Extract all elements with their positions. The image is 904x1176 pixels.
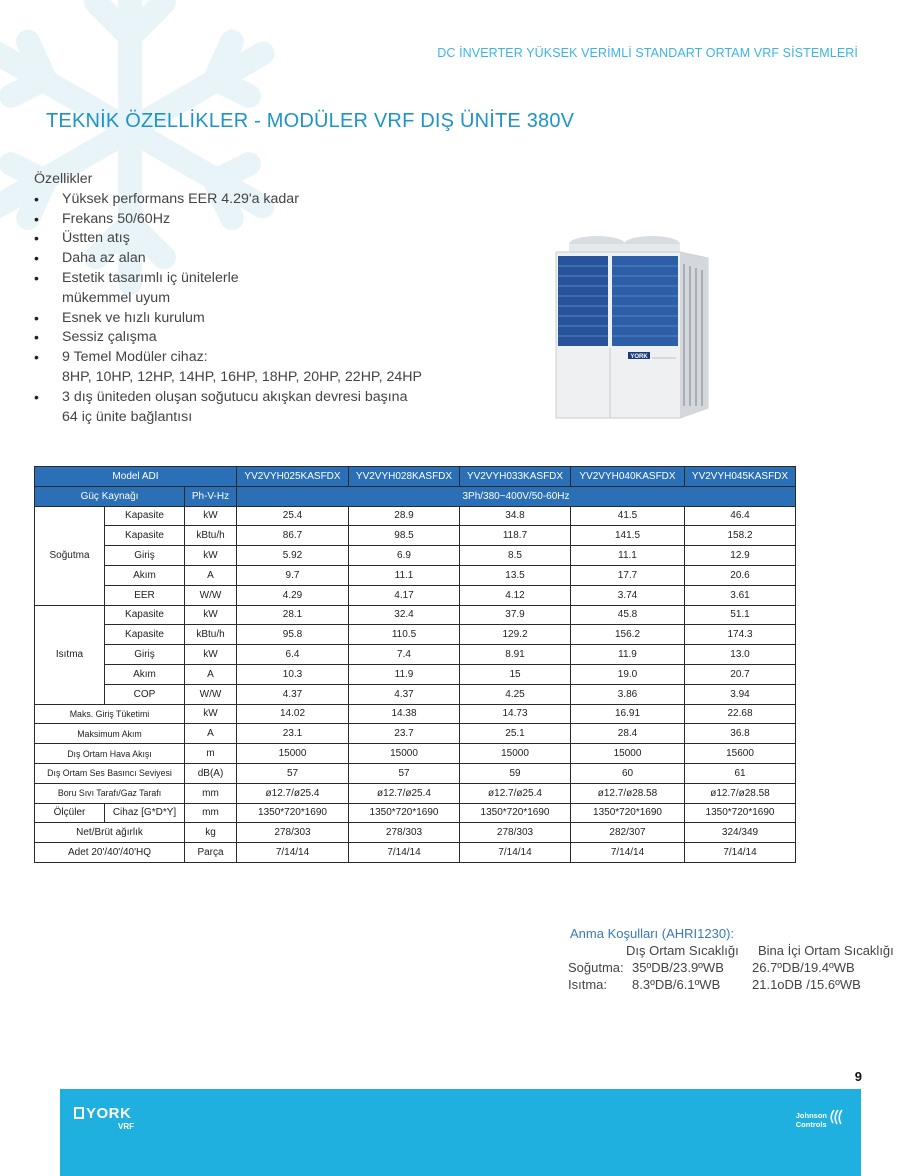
- feature-item: [34, 249, 504, 269]
- feature-item: [34, 210, 504, 230]
- power-label-cell: Güç Kaynağı: [35, 486, 185, 506]
- value-cell: 141.5: [571, 526, 685, 546]
- value-cell: 11.9: [571, 645, 685, 665]
- value-cell: 282/307: [571, 823, 685, 843]
- feature-item: [34, 348, 504, 388]
- value-cell: 129.2: [460, 625, 571, 645]
- unit-cell: kBtu/h: [185, 526, 237, 546]
- row-label-cell: Akım: [105, 664, 185, 684]
- value-cell: 46.4: [685, 506, 796, 526]
- value-cell: 158.2: [685, 526, 796, 546]
- value-cell: 14.73: [460, 704, 571, 724]
- spec-table: [34, 466, 796, 863]
- value-cell: 4.12: [460, 585, 571, 605]
- row-label-cell: Kapasite: [105, 526, 185, 546]
- page-title: TEKNİK ÖZELLİKLER - MODÜLER VRF DIŞ ÜNİTE 380V: [46, 110, 575, 132]
- york-logo-icon: [74, 1107, 84, 1119]
- features-list: [34, 190, 504, 428]
- value-cell: 278/303: [460, 823, 571, 843]
- conditions-heating-outdoor: 8.3ºDB/6.1ºWB: [632, 977, 721, 992]
- value-cell: 98.5: [349, 526, 460, 546]
- table-row: [35, 843, 796, 863]
- value-cell: 7.4: [349, 645, 460, 665]
- model-header-cell: YV2VYH025KASFDX: [237, 467, 349, 487]
- table-row: [35, 546, 796, 566]
- value-cell: 28.9: [349, 506, 460, 526]
- unit-cell: kW: [185, 605, 237, 625]
- value-cell: 34.8: [460, 506, 571, 526]
- value-cell: 3.74: [571, 585, 685, 605]
- feature-text: Esnek ve hızlı kurulum: [62, 309, 205, 326]
- table-row: [35, 585, 796, 605]
- value-cell: 7/14/14: [237, 843, 349, 863]
- value-cell: 15000: [349, 744, 460, 764]
- row-label-cell: Maksimum Akım: [35, 724, 185, 744]
- value-cell: 11.1: [571, 546, 685, 566]
- row-label-cell: Giriş: [105, 546, 185, 566]
- value-cell: 23.1: [237, 724, 349, 744]
- conditions-col-indoor: Bina İçi Ortam Sıcaklığı: [757, 943, 894, 958]
- model-label-cell: Model ADI: [35, 467, 237, 487]
- value-cell: 22.68: [685, 704, 796, 724]
- value-cell: 9.7: [237, 565, 349, 585]
- row-label-cell: Dış Ortam Hava Akışı: [35, 744, 185, 764]
- value-cell: 15600: [685, 744, 796, 764]
- table-row: [35, 823, 796, 843]
- value-cell: 1350*720*1690: [685, 803, 796, 823]
- bullet-icon: •: [34, 230, 39, 247]
- unit-cell: m: [185, 744, 237, 764]
- bullet-icon: •: [34, 388, 39, 405]
- footer-brand-sub: VRF: [118, 1122, 134, 1131]
- unit-cell: kW: [185, 645, 237, 665]
- york-logo: [74, 1105, 131, 1122]
- value-cell: 4.29: [237, 585, 349, 605]
- table-row: [35, 565, 796, 585]
- page-number: 9: [854, 1069, 862, 1084]
- table-row: [35, 744, 796, 764]
- model-header-cell: YV2VYH040KASFDX: [571, 467, 685, 487]
- value-cell: 156.2: [571, 625, 685, 645]
- value-cell: 7/14/14: [571, 843, 685, 863]
- feature-text: Yüksek performans EER 4.29'a kadar: [62, 190, 299, 207]
- feature-text: Frekans 50/60Hz: [62, 210, 171, 227]
- unit-cell: kg: [185, 823, 237, 843]
- table-row: [35, 684, 796, 704]
- unit-cell: kW: [185, 704, 237, 724]
- row-label-cell: Akım: [105, 565, 185, 585]
- value-cell: 15000: [460, 744, 571, 764]
- value-cell: 25.4: [237, 506, 349, 526]
- value-cell: ø12.7/ø28.58: [685, 783, 796, 803]
- table-row: [35, 506, 796, 526]
- table-row: [35, 625, 796, 645]
- table-row: [35, 783, 796, 803]
- feature-item: [34, 328, 504, 348]
- feature-item: [34, 269, 504, 309]
- table-row: [35, 664, 796, 684]
- value-cell: 10.3: [237, 664, 349, 684]
- value-cell: 278/303: [349, 823, 460, 843]
- footer-brand: YORK: [86, 1105, 132, 1122]
- table-row: [35, 724, 796, 744]
- unit-cell: A: [185, 724, 237, 744]
- value-cell: 4.25: [460, 684, 571, 704]
- row-label-cell: Maks. Giriş Tüketimi: [35, 704, 185, 724]
- unit-cell: mm: [185, 783, 237, 803]
- row-label-cell: Dış Ortam Ses Basıncı Seviyesi: [35, 763, 185, 783]
- value-cell: 278/303: [237, 823, 349, 843]
- value-cell: 17.7: [571, 565, 685, 585]
- value-cell: 23.7: [349, 724, 460, 744]
- row-label-cell: Giriş: [105, 645, 185, 665]
- row-label-cell: Kapasite: [105, 506, 185, 526]
- value-cell: 20.6: [685, 565, 796, 585]
- feature-item: [34, 309, 504, 329]
- rating-conditions: [570, 925, 894, 993]
- value-cell: 16.91: [571, 704, 685, 724]
- unit-cell: kW: [185, 506, 237, 526]
- partner-line2: Controls: [795, 1120, 827, 1129]
- model-header-cell: YV2VYH045KASFDX: [685, 467, 796, 487]
- feature-text: 64 iç ünite bağlantısı: [62, 408, 193, 425]
- value-cell: 14.02: [237, 704, 349, 724]
- value-cell: 5.92: [237, 546, 349, 566]
- table-row: [35, 645, 796, 665]
- row-label-cell: Net/Brüt ağırlık: [35, 823, 185, 843]
- feature-item: [34, 229, 504, 249]
- bullet-icon: •: [34, 190, 39, 207]
- value-cell: 60: [571, 763, 685, 783]
- dimensions-label-cell: Ölçüler: [35, 803, 105, 823]
- value-cell: 15: [460, 664, 571, 684]
- unit-cell: mm: [185, 803, 237, 823]
- row-label-cell: Adet 20'/40'/40'HQ: [35, 843, 185, 863]
- row-label-cell: EER: [105, 585, 185, 605]
- value-cell: 95.8: [237, 625, 349, 645]
- row-label-cell: Boru Sıvı Tarafı/Gaz Tarafı: [35, 783, 185, 803]
- value-cell: 6.4: [237, 645, 349, 665]
- value-cell: 28.1: [237, 605, 349, 625]
- conditions-title: Anma Koşulları (AHRI1230):: [570, 926, 735, 941]
- value-cell: 13.5: [460, 565, 571, 585]
- unit-cell: W/W: [185, 684, 237, 704]
- features-section: [34, 170, 504, 427]
- table-row: [35, 803, 796, 823]
- row-label-cell: Kapasite: [105, 625, 185, 645]
- bullet-icon: •: [34, 329, 39, 346]
- feature-text: Üstten atış: [62, 230, 130, 247]
- value-cell: 8.91: [460, 645, 571, 665]
- feature-text: Estetik tasarımlı iç ünitelerle: [62, 269, 239, 286]
- row-label-cell: Kapasite: [105, 605, 185, 625]
- value-cell: 12.9: [685, 546, 796, 566]
- unit-cell: W/W: [185, 585, 237, 605]
- unit-cell: kW: [185, 546, 237, 566]
- bullet-icon: •: [34, 349, 39, 366]
- value-cell: 174.3: [685, 625, 796, 645]
- feature-text: Daha az alan: [62, 250, 146, 267]
- conditions-cooling-label: Soğutma:: [568, 960, 624, 975]
- value-cell: ø12.7/ø28.58: [571, 783, 685, 803]
- value-cell: 57: [237, 763, 349, 783]
- table-row: [35, 486, 796, 506]
- unit-cell: Parça: [185, 843, 237, 863]
- value-cell: 15000: [237, 744, 349, 764]
- feature-text: 8HP, 10HP, 12HP, 14HP, 16HP, 18HP, 20HP, 22HP, 24HP: [62, 368, 422, 385]
- bullet-icon: •: [34, 250, 39, 267]
- unit-cell: dB(A): [185, 763, 237, 783]
- value-cell: 25.1: [460, 724, 571, 744]
- feature-text: mükemmel uyum: [62, 289, 171, 306]
- feature-text: Sessiz çalışma: [62, 329, 157, 346]
- value-cell: 45.8: [571, 605, 685, 625]
- features-heading: Özellikler: [34, 171, 93, 187]
- dimensions-sublabel-cell: Cihaz [G*D*Y]: [105, 803, 185, 823]
- value-cell: 3.61: [685, 585, 796, 605]
- feature-text: 3 dış üniteden oluşan soğutucu akışkan devresi başına: [62, 388, 408, 405]
- conditions-cooling-outdoor: 35ºDB/23.9ºWB: [632, 960, 724, 975]
- value-cell: 61: [685, 763, 796, 783]
- model-header-cell: YV2VYH033KASFDX: [460, 467, 571, 487]
- value-cell: 6.9: [349, 546, 460, 566]
- value-cell: 7/14/14: [349, 843, 460, 863]
- feature-text: 9 Temel Modüler cihaz:: [62, 349, 208, 366]
- value-cell: ø12.7/ø25.4: [237, 783, 349, 803]
- conditions-heating-label: Isıtma:: [568, 977, 608, 992]
- value-cell: 1350*720*1690: [460, 803, 571, 823]
- value-cell: 86.7: [237, 526, 349, 546]
- unit-cell: kBtu/h: [185, 625, 237, 645]
- conditions-cooling-indoor: 26.7ºDB/19.4ºWB: [752, 960, 855, 975]
- product-logo: YORK: [630, 354, 648, 360]
- footer-bar: [60, 1089, 861, 1176]
- value-cell: 37.9: [460, 605, 571, 625]
- value-cell: 20.7: [685, 664, 796, 684]
- value-cell: ø12.7/ø25.4: [460, 783, 571, 803]
- value-cell: 11.9: [349, 664, 460, 684]
- header-line: DC İNVERTER YÜKSEK VERİMLİ STANDART ORTAM VRF SİSTEMLERİ: [437, 46, 858, 60]
- value-cell: 28.4: [571, 724, 685, 744]
- unit-cell: A: [185, 664, 237, 684]
- group-label-cell: Soğutma: [35, 506, 105, 605]
- table-row: [35, 763, 796, 783]
- value-cell: ø12.7/ø25.4: [349, 783, 460, 803]
- unit-cell: A: [185, 565, 237, 585]
- value-cell: 4.37: [237, 684, 349, 704]
- value-cell: 1350*720*1690: [571, 803, 685, 823]
- value-cell: 59: [460, 763, 571, 783]
- value-cell: 51.1: [685, 605, 796, 625]
- value-cell: 1350*720*1690: [349, 803, 460, 823]
- bullet-icon: •: [34, 210, 39, 227]
- power-unit-cell: Ph-V-Hz: [185, 486, 237, 506]
- table-row: [35, 526, 796, 546]
- model-header-cell: YV2VYH028KASFDX: [349, 467, 460, 487]
- feature-item: [34, 388, 504, 428]
- value-cell: 1350*720*1690: [237, 803, 349, 823]
- value-cell: 32.4: [349, 605, 460, 625]
- value-cell: 3.94: [685, 684, 796, 704]
- power-value-cell: 3Ph/380~400V/50-60Hz: [237, 486, 796, 506]
- group-label-cell: Isıtma: [35, 605, 105, 704]
- feature-item: [34, 190, 504, 210]
- row-label-cell: COP: [105, 684, 185, 704]
- value-cell: 36.8: [685, 724, 796, 744]
- value-cell: 15000: [571, 744, 685, 764]
- value-cell: 3.86: [571, 684, 685, 704]
- value-cell: 57: [349, 763, 460, 783]
- bullet-icon: •: [34, 309, 39, 326]
- value-cell: 14.38: [349, 704, 460, 724]
- value-cell: 7/14/14: [460, 843, 571, 863]
- partner-line1: Johnson: [795, 1111, 827, 1120]
- value-cell: 13.0: [685, 645, 796, 665]
- value-cell: 7/14/14: [685, 843, 796, 863]
- johnson-controls-icon: [827, 1107, 847, 1127]
- conditions-heating-indoor: 21.1oDB /15.6ºWB: [752, 977, 861, 992]
- value-cell: 41.5: [571, 506, 685, 526]
- value-cell: 11.1: [349, 565, 460, 585]
- value-cell: 4.37: [349, 684, 460, 704]
- conditions-col-outdoor: Dış Ortam Sıcaklığı: [626, 943, 739, 958]
- table-row: [35, 704, 796, 724]
- value-cell: 324/349: [685, 823, 796, 843]
- table-row: [35, 605, 796, 625]
- value-cell: 8.5: [460, 546, 571, 566]
- value-cell: 110.5: [349, 625, 460, 645]
- value-cell: 19.0: [571, 664, 685, 684]
- value-cell: 118.7: [460, 526, 571, 546]
- johnson-controls-logo: [796, 1111, 827, 1129]
- bullet-icon: •: [34, 269, 39, 286]
- table-row: [35, 467, 796, 487]
- outdoor-unit-image: [552, 230, 712, 420]
- value-cell: 4.17: [349, 585, 460, 605]
